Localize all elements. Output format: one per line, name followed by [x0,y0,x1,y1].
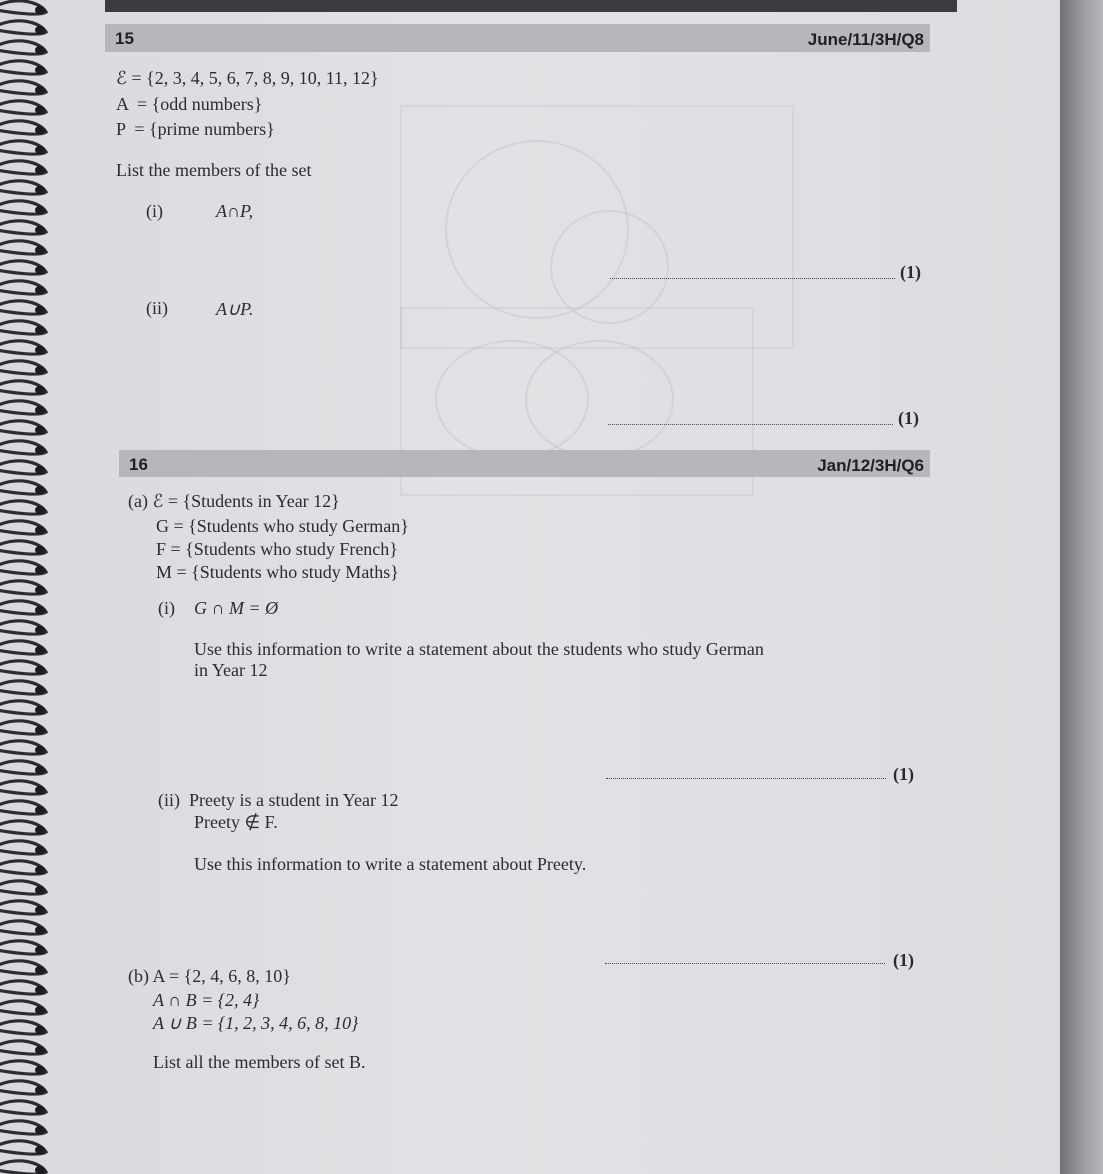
binding-hole [35,166,45,174]
binding-hole [35,746,45,754]
binding-hole [35,386,45,394]
set-p-line: P = {prime numbers} [116,119,275,139]
binding-hole [35,726,45,734]
answer-line-part-a-ii[interactable] [605,963,885,964]
binding-hole [35,186,45,194]
binding-hole [35,306,45,314]
binding-hole [35,46,45,54]
binding-hole [35,246,45,254]
question-reference: Jan/12/3H/Q6 [817,456,924,475]
part-b-instruction: List all the members of set B. [153,1052,366,1072]
binding-hole [35,1166,45,1174]
binding-hole [35,586,45,594]
part-a-ii-line-2: Preety ∉ F. [194,812,278,832]
question-reference: June/11/3H/Q8 [807,30,924,49]
binding-hole [35,106,45,114]
binding-hole [35,966,45,974]
binding-hole [35,26,45,34]
binding-hole [35,1146,45,1154]
mark-part-i: (1) [900,262,921,282]
binding-hole [35,346,45,354]
binding-hole [35,86,45,94]
mark-part-ii: (1) [898,408,919,428]
binding-hole [35,706,45,714]
binding-hole [35,506,45,514]
part-ii-label: (ii) [146,298,168,318]
binding-hole [35,786,45,794]
part-i-expression: A∩P, [216,201,254,221]
part-b-set-a-line: (b) A = {2, 4, 6, 8, 10} [128,966,291,986]
set-m-line: M = {Students who study Maths} [156,562,399,582]
universal-set-line: ℰ = {2, 3, 4, 5, 6, 7, 8, 9, 10, 11, 12} [116,68,379,88]
top-edge-strip [105,0,957,12]
binding-hole [35,926,45,934]
binding-hole [35,826,45,834]
show-through-circle-4 [525,340,674,459]
binding-hole [35,286,45,294]
mark-part-a-ii: (1) [893,950,914,970]
binding-hole [35,6,45,14]
binding-hole [35,446,45,454]
binding-hole [35,526,45,534]
binding-hole [35,906,45,914]
binding-hole [35,946,45,954]
binding-hole [35,266,45,274]
binding-hole [35,146,45,154]
binding-hole [35,846,45,854]
set-a-line: A = {odd numbers} [116,94,263,114]
binding-hole [35,646,45,654]
binding-hole [35,886,45,894]
binding-hole [35,806,45,814]
binding-hole [35,1086,45,1094]
binding-hole [35,546,45,554]
binding-hole [35,1006,45,1014]
binding-hole [35,666,45,674]
set-g-line: G = {Students who study German} [156,516,409,536]
binding-hole [35,326,45,334]
binding-hole [35,686,45,694]
part-a-universal-line: (a) ℰ = {Students in Year 12} [128,491,340,511]
question-16-header [119,450,930,477]
binding-hole [35,1126,45,1134]
part-b-union-line: A ∪ B = {1, 2, 3, 4, 6, 8, 10} [153,1013,359,1033]
spiral-binding [0,0,80,1174]
binding-hole [35,406,45,414]
binding-hole [35,626,45,634]
answer-line-part-i[interactable] [610,278,895,279]
part-a-i-expression: G ∩ M = Ø [194,598,279,618]
binding-hole [35,1026,45,1034]
binding-hole [35,486,45,494]
set-f-line: F = {Students who study French} [156,539,398,559]
binding-hole [35,366,45,374]
binding-hole [35,126,45,134]
instruction-text: List the members of the set [116,160,312,180]
part-i-label: (i) [146,201,163,221]
question-number: 15 [115,29,134,48]
binding-hole [35,206,45,214]
binding-hole [35,566,45,574]
part-ii-expression: A∪P. [216,299,254,319]
binding-hole [35,606,45,614]
part-a-ii-line-1: (ii) Preety is a student in Year 12 [158,790,399,810]
part-b-intersection-line: A ∩ B = {2, 4} [153,990,260,1010]
binding-hole [35,1106,45,1114]
part-a-i-instruction-line-1: Use this information to write a statement about the students who study German [194,639,764,659]
binding-hole [35,986,45,994]
answer-line-part-ii[interactable] [608,424,893,425]
question-15-header [105,24,930,52]
question-number: 16 [129,455,148,474]
page-edge-shadow [1060,0,1103,1174]
binding-hole [35,466,45,474]
binding-hole [35,426,45,434]
binding-hole [35,226,45,234]
binding-hole [35,766,45,774]
mark-part-a-i: (1) [893,764,914,784]
answer-line-part-a-i[interactable] [606,778,886,779]
binding-hole [35,1046,45,1054]
part-a-i-instruction-line-2: in Year 12 [194,660,268,680]
binding-hole [35,1066,45,1074]
part-a-ii-instruction: Use this information to write a statement about Preety. [194,854,587,874]
binding-hole [35,866,45,874]
binding-hole [35,66,45,74]
part-a-i-label: (i) [158,598,175,618]
